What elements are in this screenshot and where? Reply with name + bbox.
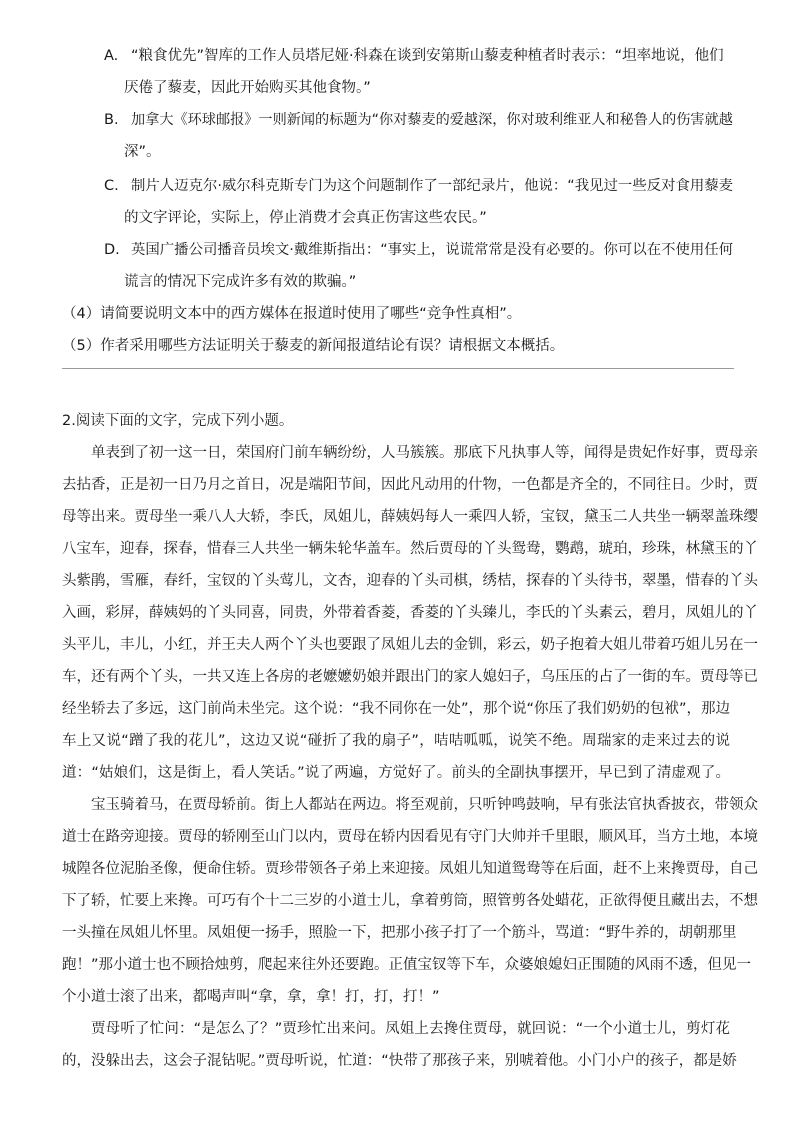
paragraph-line: 车，还有两个丫头，一共又连上各房的老嬷嬷奶娘并跟出门的家人媳妇子，乌压压的占了一街的车。贾母等已 <box>62 669 758 685</box>
section-2-heading: 2.阅读下面的文字，完成下列小题。 <box>62 413 294 429</box>
option-b-text: 加拿大《环球邮报》一则新闻的标题为“你对藜麦的爱越深，你对玻利维亚人和秘鲁人的伤害就越 <box>131 112 733 128</box>
paragraph-line: 单表到了初一这一日，荣国府门前车辆纷纷，人马簇簇。那底下凡执事人等，闻得是贵妃作好事，贾母亲 <box>91 445 758 461</box>
option-a-text-cont: 厌倦了藜麦，因此开始购买其他食物。” <box>124 80 371 96</box>
paragraph-line: 车上又说“蹭了我的花儿”，这边又说“碰折了我的扇子”，咭咭呱呱，说笑不绝。周瑞家的走来过去的说 <box>62 733 730 749</box>
paragraph-line: 城隍各位泥胎圣像，便命住轿。贾珍带领各子弟上来迎接。凤姐儿知道鸳鸯等在后面，赶不上来搀贾母，自己 <box>62 861 758 877</box>
paragraph-line: 头平儿，丰儿，小红，并王夫人两个丫头也要跟了凤姐儿去的金钏，彩云，奶子抱着大姐儿带着巧姐儿另在一 <box>62 637 758 653</box>
paragraph-line: 跑！”那小道士也不顾拾烛剪，爬起来往外还要跑。正值宝钗等下车，众婆娘媳妇正围随的风雨不透，但见一 <box>62 957 752 973</box>
option-c-text: 制片人迈克尔·威尔科克斯专门为这个问题制作了一部纪录片，他说：“我见过一些反对食用藜麦 <box>131 178 734 194</box>
option-a-label: A. <box>104 48 119 64</box>
paragraph-line: 的，没躲出去，这会子混钻呢。”贾母听说，忙道：“快带了那孩子来，别唬着他。小门小户的孩子，都是娇 <box>62 1053 737 1069</box>
option-b-text-cont: 深”。 <box>124 144 161 160</box>
option-d-label: D. <box>104 242 120 258</box>
option-c-label: C. <box>104 178 119 194</box>
paragraph-line: 八宝车，迎春，探春，惜春三人共坐一辆朱轮华盖车。然后贾母的丫头鸳鸯，鹦鹉，琥珀，珍珠，林黛玉的丫 <box>62 541 758 557</box>
paragraph-line: 宝玉骑着马，在贾母轿前。街上人都站在两边。将至观前，只听钟鸣鼓响，早有张法官执香披衣，带领众 <box>91 797 758 813</box>
option-b-label: B. <box>104 112 119 128</box>
option-a-text: “粮食优先”智库的工作人员塔尼娅·科森在谈到安第斯山藜麦种植者时表示：“坦率地说，他们 <box>131 48 724 64</box>
paragraph-line: 道士在路旁迎接。贾母的轿刚至山门以内，贾母在轿内因看见有守门大帅并千里眼，顺风耳，当方土地，本境 <box>62 829 758 845</box>
question-4: （4）请简要说明文本中的西方媒体在报道时使用了哪些“竞争性真相”。 <box>62 306 522 322</box>
option-d-text: 英国广播公司播音员埃文·戴维斯指出：“事实上，说谎常常是没有必要的。你可以在不使用任何 <box>131 242 734 258</box>
question-5: （5）作者采用哪些方法证明关于藜麦的新闻报道结论有误？请根据文本概括。 <box>62 338 565 354</box>
option-d-text-cont: 谎言的情况下完成许多有效的欺骗。” <box>124 274 357 290</box>
paragraph-line: 道：“姑娘们，这是街上，看人笑话。”说了两遍，方觉好了。前头的全副执事摆开，早已到了清虚观了。 <box>62 765 730 781</box>
paragraph-line: 一头撞在凤姐儿怀里。凤姐便一扬手，照脸一下，把那小孩子打了一个筋斗，骂道：“野牛养的，胡朝那里 <box>62 925 737 941</box>
paragraph-line: 母等出来。贾母坐一乘八人大轿，李氏，凤姐儿，薛姨妈每人一乘四人轿，宝钗，黛玉二人共坐一辆翠盖珠缨 <box>62 509 758 525</box>
paragraph-line: 下了轿，忙要上来搀。可巧有个十二三岁的小道士儿，拿着剪筒，照管剪各处蜡花，正欲得便且藏出去，不想 <box>62 893 758 909</box>
paragraph-line: 入画，彩屏，薛姨妈的丫头同喜，同贵，外带着香菱，香菱的丫头臻儿，李氏的丫头素云，碧月，凤姐儿的丫 <box>62 605 758 621</box>
paragraph-line: 去拈香，正是初一日乃月之首日，况是端阳节间，因此凡动用的什物，一色都是齐全的，不同往日。少时，贾 <box>62 477 758 493</box>
option-c-text-cont: 的文字评论，实际上，停止消费才会真正伤害这些农民。” <box>124 210 487 226</box>
paragraph-line: 头紫鹃，雪雁，春纤，宝钗的丫头莺儿，文杏，迎春的丫头司棋，绣桔，探春的丫头待书，翠墨，惜春的丫头 <box>62 573 758 589</box>
paragraph-line: 个小道士滚了出来，都喝声叫“拿，拿，拿！打，打，打！” <box>62 989 440 1005</box>
paragraph-line: 经坐轿去了多远，这门前尚未坐完。这个说：“我不同你在一处”，那个说“你压了我们奶奶的包袱”，那边 <box>62 701 731 717</box>
paragraph-line: 贾母听了忙问：“是怎么了？”贾珍忙出来问。凤姐上去搀住贾母，就回说：“一个小道士儿，剪灯花 <box>91 1021 730 1037</box>
section-divider <box>62 368 734 369</box>
